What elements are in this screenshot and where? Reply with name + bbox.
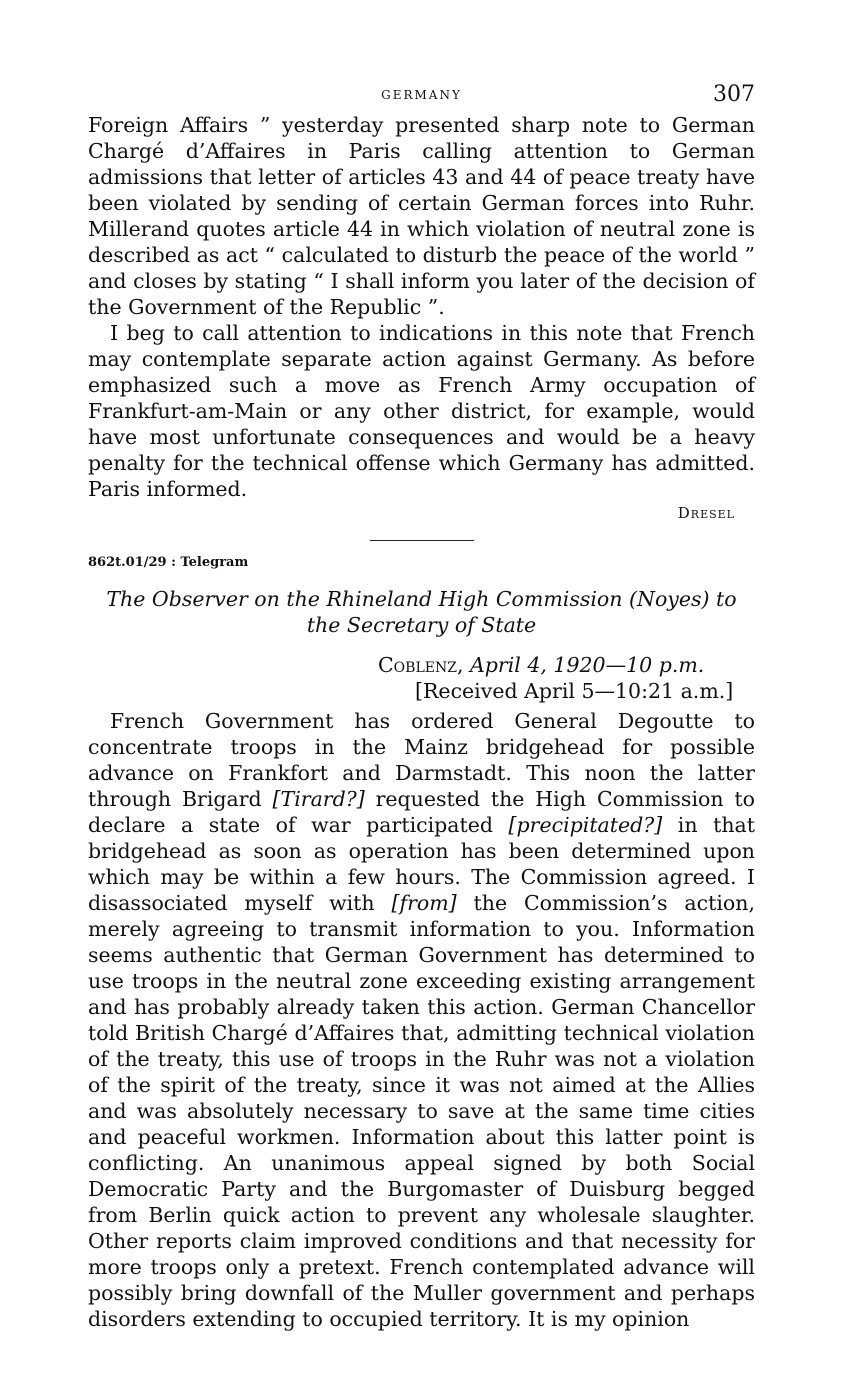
file-reference: 862t.01/29 : Telegram xyxy=(88,555,249,570)
document-page xyxy=(88,82,755,1332)
received-line: [Received April 5—10:21 a.m.] xyxy=(415,679,734,703)
doc-title-suffix: ) to the Secretary of State xyxy=(306,587,737,637)
page-number: 307 xyxy=(713,82,755,107)
dateline-place: Coblenz, xyxy=(378,653,464,677)
running-title: GERMANY xyxy=(381,88,462,102)
body-seg-1: French Government has ordered General Degoutte to concentrate troops in the Mainz bridgehead for possible advance on Frankfort and Darmstadt. This noon the latter through Brigard xyxy=(88,709,755,811)
body-seg-4: the Commission’s action, merely agreeing to transmit information to you. Information seems authentic that German Government has determined to use troops in the neutral zone exceeding existing arrangement and has probably already taken this action. German Chancellor told British Chargé d’Affaires that, admitting technical violation of the treaty, this use of troops in the Ruhr was not a violation of the spirit of the treaty, since it was not aimed at the Allies and was absolutely necessary to save at the same time cities and peaceful workmen. Information about this latter point is conflicting. An unanimous appeal signed by both Social Democratic Party and the Burgomaster of Duisburg begged from Berlin quick action to prevent any wholesale slaughter. Other reports claim improved conditions and that necessity for more troops only a pretext. French contemplated advance will possibly bring downfall of the Muller government and perhaps disorders extending to occupied territory. It is my opinion xyxy=(88,891,755,1331)
doc-title-prefix: The Observer on the Rhineland High Commission ( xyxy=(106,587,637,611)
dateline xyxy=(378,652,755,678)
section-divider xyxy=(370,540,474,541)
editorial-note-3: [from] xyxy=(391,891,457,915)
telegram-body xyxy=(88,708,755,1332)
body-seg-2: requested the High Commission to declare a state of war participated xyxy=(88,787,755,837)
editorial-note-2: [precipitated?] xyxy=(508,813,663,837)
running-head xyxy=(88,82,755,112)
paragraph-2: I beg to call attention to indications in this note that French may contemplate separate action against Germany. As before emphasized such a move as French Army occupation of Frankfurt-am-Main or any other district, for example, would have most unfortunate consequences and would be a heavy penalty for the technical offense which Germany has admitted. Paris informed. xyxy=(88,321,755,501)
paragraph-continued: Foreign Affairs ” yesterday presented sharp note to German Chargé d’Affaires in Paris calling attention to German admissions that letter of articles 43 and 44 of peace treaty have been violated by sending of certain German forces into Ruhr. Millerand quotes article 44 in which violation of neutral zone is described as act “ calculated to disturb the peace of the world ” and closes by stating “ I shall inform you later of the decision of the Government of the Republic ”. xyxy=(88,113,755,319)
signature-dresel: Dresel xyxy=(677,504,735,522)
body-seg-3: in that bridgehead as soon as operation has been determined upon which may be within a few hours. The Commission agreed. I disassociated myself with xyxy=(88,813,755,915)
dateline-date: April 4, 1920—10 p.m. xyxy=(470,653,705,677)
editorial-note-1: [Tirard?] xyxy=(272,787,365,811)
doc-title-name: Noyes xyxy=(637,587,702,611)
document-title xyxy=(88,586,755,638)
